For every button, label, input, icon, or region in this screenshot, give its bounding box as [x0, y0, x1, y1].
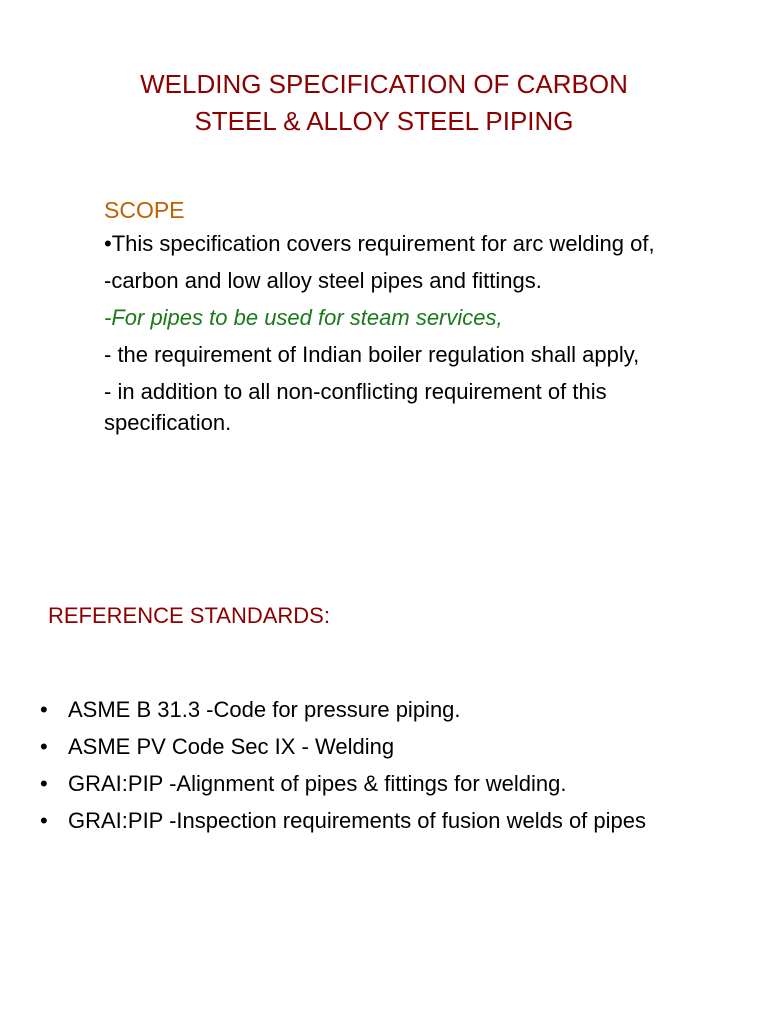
reference-item-text: GRAI:PIP -Alignment of pipes & fittings for welding.	[68, 771, 567, 796]
list-item	[36, 694, 696, 725]
reference-item-text: ASME B 31.3 -Code for pressure piping.	[68, 697, 461, 722]
bullet-icon: •	[40, 697, 48, 722]
reference-item-text: ASME PV Code Sec IX - Welding	[68, 734, 395, 759]
title-line-2: STEEL & ALLOY STEEL PIPING	[194, 106, 574, 136]
reference-standards-heading: REFERENCE STANDARDS:	[48, 603, 330, 628]
bullet-icon: •	[40, 771, 48, 796]
steam-services-note: -For pipes to be used for steam services,	[104, 305, 503, 330]
scope-paragraph-2: -carbon and low alloy steel pipes and fittings.	[104, 268, 542, 293]
bullet-icon: •	[40, 808, 48, 833]
scope-paragraph-5: - in addition to all non-conflicting requirement of this specification.	[104, 379, 607, 435]
scope-paragraph-1: •This specification covers requirement for arc welding of,	[104, 231, 655, 256]
scope-heading: SCOPE	[104, 197, 185, 223]
scope-paragraph-4: - the requirement of Indian boiler regulation shall apply,	[104, 342, 640, 367]
list-item	[36, 731, 696, 762]
document-title	[0, 66, 768, 140]
list-item	[36, 768, 696, 799]
reference-standards-list	[36, 694, 696, 842]
list-item	[36, 805, 696, 836]
scope-section	[104, 192, 684, 444]
bullet-icon: •	[40, 734, 48, 759]
reference-item-text: GRAI:PIP -Inspection requirements of fusion welds of pipes	[68, 808, 646, 833]
title-line-1: WELDING SPECIFICATION OF CARBON	[140, 69, 628, 99]
